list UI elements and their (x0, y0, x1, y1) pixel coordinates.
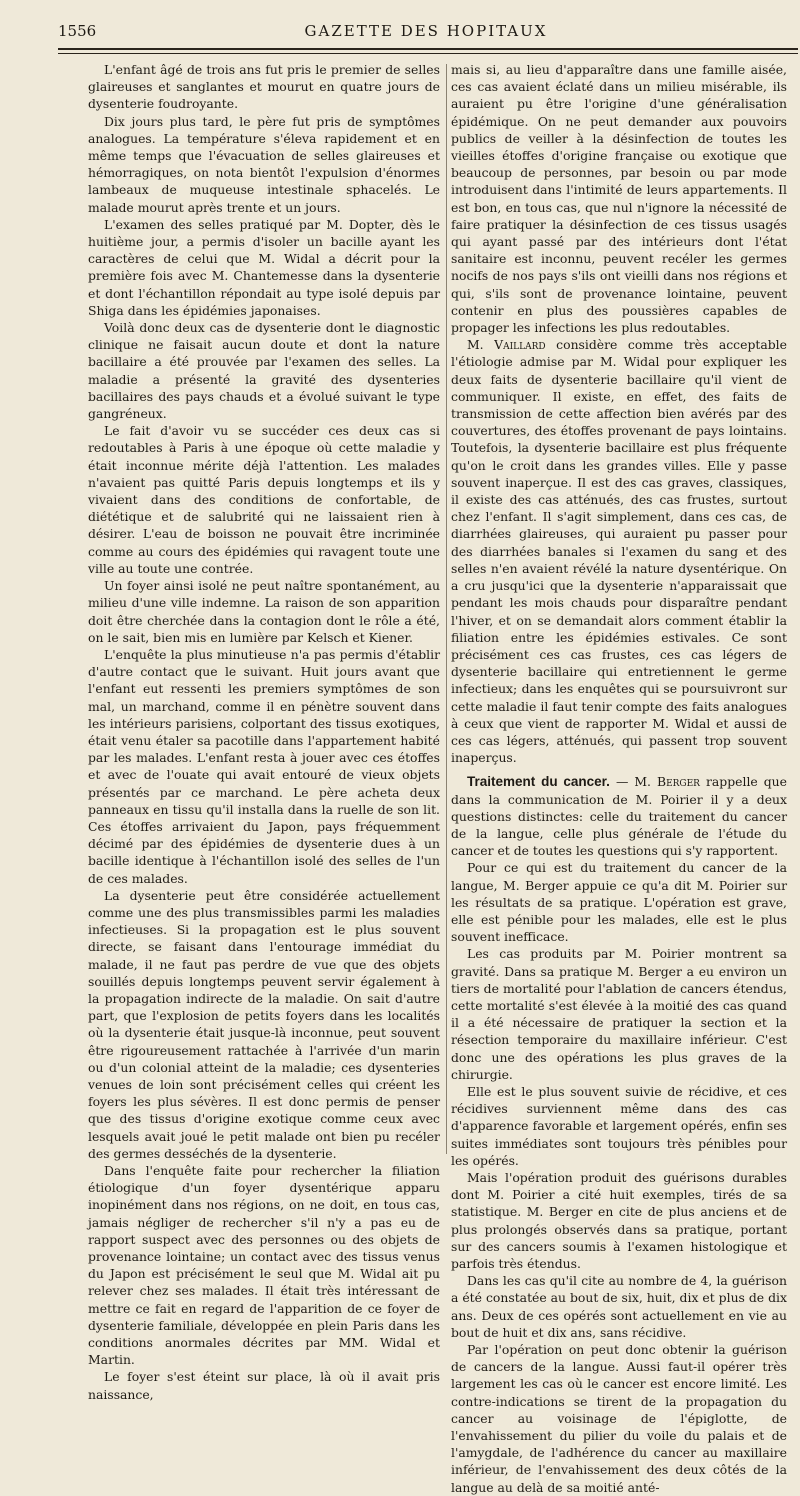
paragraph: mais si, au lieu d'apparaître dans une famille aisée, ces cas avaient éclaté dans un milieu misérable, ils auraient pu être l'origine d'une généralisation épidémique. On ne peut demander aux pouvoirs publics de veiller à la désinfection de toutes les vieilles étoffes d'origine française ou exotique que beaucoup de personnes, par besoin ou par mode introduisent dans l'intimité de leurs appartements. Il est bon, en tous cas, que nul n'ignore la nécessité de faire pratiquer la désinfection de ces tissus usagés qui ayant passé par des intérieurs dont l'état sanitaire est inconnu, peuvent recéler les germes nocifs de nos pays s'ils ont vieilli dans nos régions et qui, s'ils sont de provenance lointaine, peuvent contenir en plus des poussières capables de propager les infections les plus redoutables. (451, 62, 787, 336)
paragraph: La dysenterie peut être considérée actuellement comme une des plus transmissibles parmi les maladies infectieuses. Si la propagation est le plus souvent directe, se faisant dans l'entourage immédiat du malade, il ne faut pas perdre de vue que des objets souillés depuis longtemps peuvent servir également à la propagation indirecte de la maladie. On sait d'autre part, que l'explosion de petits foyers dans les localités où la dysenterie était jusque-là inconnue, peut souvent être rigoureusement rattachée à l'arrivée d'un marin ou d'un colonial atteint de la maladie; ces dysenteries venues de loin sont précisément celles qui créent les foyers les plus sévères. Il est donc permis de penser que des tissus d'origine exotique comme ceux avec lesquels avait joué le petit malade ont bien pu recéler des germes desséchés de la dysenterie. (88, 887, 440, 1161)
column-divider (446, 64, 447, 1154)
paragraph-text: considère comme très acceptable l'étiologie admise par M. Widal pour expliquer les deux faits de dysenterie bacillaire qu'il vient de communiquer. Il existe, en effet, des faits de transmission de cette affection bien avérés par des couvertures, des étoffes provenant de pays lointains. Toutefois, la dysenterie bacillaire est plus fréquente qu'on le croit dans les grandes villes. Elle y passe souvent inaperçue. Il est des cas graves, classiques, il existe des cas atténués, des cas frustes, surtout chez l'enfant. Il s'agit simplement, dans ces cas, de diarrhées glaireuses, qui auraient pu passer pour des diarrhées banales si l'examen du sang et des selles n'en avaient révélé la nature dysentérique. On a cru jusqu'ici que la dysenterie n'apparaissait que pendant les mois chauds pour disparaître pendant l'hiver, et on se demandait alors comment établir la filiation entre les épidémies estivales. Ce sont précisément ces cas frustes, ces cas légers de dysenterie bacillaire qui entretiennent le germe infectieux; dans les enquêtes qui se poursuivront sur cette maladie il faut tenir compte des faits analogues à ceux que vient de rapporter M. Widal et aussi de ces cas légers, atténués, qui passent trop souvent inaperçus. (451, 337, 787, 766)
paragraph: L'enfant âgé de trois ans fut pris le premier de selles glaireuses et sanglantes et mourut en quatre jours de dysenterie foudroyante. (88, 62, 440, 112)
paragraph: L'enquête la plus minutieuse n'a pas permis d'établir d'autre contact que le suivant. Huit jours avant que l'enfant eut ressenti les premiers symptômes de son mal, un marchand, comme il en pénètre souvent dans les intérieurs parisiens, colportant des tissus exotiques, était venu étaler sa pacotille dans l'appartement habité par les malades. L'enfant resta à jouer avec ces étoffes et avec de l'ouate qui avait entouré de vieux objets présentés par ce marchand. Le père acheta deux panneaux en tissu qu'il installa dans la ruelle de son lit. Ces étoffes arrivaient du Japon, pays fréquemment décimé par des épidémies de dysenterie dues à un bacille identique à l'échantillon isolé des selles de l'un de ces malades. (88, 646, 440, 886)
journal-title: GAZETTE DES HOPITAUX (304, 22, 548, 40)
section-spacer (451, 766, 787, 773)
section-dash: — M. (609, 774, 657, 790)
section-heading: Traitement du cancer. (467, 774, 610, 790)
paragraph: Elle est le plus souvent suivie de récidive, et ces récidives surviennent même dans des cas d'apparence favorable et largement opérés, enfin ses suites immédiates sont toujours très pénibles pour les opérés. (451, 1083, 787, 1168)
paragraph: L'examen des selles pratiqué par M. Dopter, dès le huitième jour, a permis d'isoler un bacille ayant les caractères de celui que M. Widal a décrit pour la première fois avec M. Chantemesse dans la dysenterie et dont l'échantillon répondait au type isolé depuis par Shiga dans les épidémies japonaises. (88, 216, 440, 318)
left-column (88, 61, 440, 1402)
paragraph: Voilà donc deux cas de dysenterie dont le diagnostic clinique ne faisait aucun doute et dont la nature bacillaire a été prouvée par l'examen des selles. La maladie a présenté la gravité des dysenteries bacillaires des pays chauds et a évolué suivant le type gangréneux. (88, 320, 440, 422)
paragraph: Dans les cas qu'il cite au nombre de 4, la guérison a été constatée au bout de six, huit, dix et plus de dix ans. Deux de ces opérés sont actuellement en vie au bout de huit et dix ans, sans récidive. (451, 1273, 787, 1340)
right-column (451, 61, 787, 1495)
paragraph-text: rappelle que dans la communication de M. Poirier il y a deux questions distinctes: celle du traitement du cancer de la langue, celle plus générale de l'étude du cancer et de toutes les questions qui s'y rapportent. (451, 774, 787, 859)
header-rule-thick (58, 48, 798, 50)
paragraph: Le foyer s'est éteint sur place, là où il avait pris naissance, (88, 1369, 440, 1402)
paragraph: Pour ce qui est du traitement du cancer de la langue, M. Berger appuie ce qu'a dit M. Poirier sur les résultats de sa pratique. L'opération est grave, elle est pénible pour les malades, elle est le plus souvent inefficace. (451, 860, 787, 945)
paragraph: Les cas produits par M. Poirier montrent sa gravité. Dans sa pratique M. Berger a eu environ un tiers de mortalité pour l'ablation de cancers étendus, cette mortalité s'est élevée à la moitié des cas quand il a été nécessaire de pratiquer la section et la résection temporaire du maxillaire inférieur. C'est donc une des opérations les plus graves de la chirurgie. (451, 946, 787, 1082)
page-header (58, 22, 794, 48)
paragraph: Le fait d'avoir vu se succéder ces deux cas si redoutables à Paris à une époque où cette maladie y était inconnue mérite déjà l'attention. Les malades n'avaient pas quitté Paris depuis longtemps et ils y vivaient dans des conditions de confortable, de diététique et de salubrité qui ne laissaient rien à désirer. L'eau de boisson ne pouvait être incriminée comme au cours des épidémies qui ravagent toute une ville au toute une contrée. (88, 423, 440, 576)
page-number: 1556 (58, 22, 97, 40)
section-paragraph (451, 773, 787, 859)
speaker-name: Berger (656, 774, 700, 790)
paragraph: Mais l'opération produit des guérisons durables dont M. Poirier a cité huit exemples, tirés de sa statistique. M. Berger en cite de plus anciens et de plus prolongés observés dans sa pratique, portant sur des cancers soumis à l'examen histologique et parfois très étendus. (451, 1170, 787, 1272)
speaker-name: Vaillard (494, 337, 546, 353)
paragraph: Dix jours plus tard, le père fut pris de symptômes analogues. La température s'éleva rapidement et en même temps que l'évacuation de selles glaireuses et hémorragiques, on nota bientôt l'expulsion d'énormes lambeaux de muqueuse intestinale sphacelés. Le malade mourut après trente et un jours. (88, 113, 440, 215)
paragraph: Dans l'enquête faite pour rechercher la filiation étiologique d'un foyer dysentérique apparu inopinément dans nos régions, on ne doit, en tous cas, jamais négliger de rechercher s'il n'y a pas eu de rapport suspect avec des personnes ou des objets de provenance lointaine; un contact avec des tissus venus du Japon est précisément le seul que M. Widal ait pu relever chez ses malades. Il était très intéressant de mettre ce fait en regard de l'apparition de ce foyer de dysenterie familiale, développée en plein Paris dans les conditions anormales décrites par MM. Widal et Martin. (88, 1163, 440, 1368)
speaker-prefix: M. (467, 337, 495, 353)
paragraph-vaillard (451, 336, 787, 766)
paragraph: Par l'opération on peut donc obtenir la guérison de cancers de la langue. Aussi faut-il opérer très largement les cas où le cancer est encore limité. Les contre-indications se tirent de la propagation du cancer au voisinage de l'épiglotte, de l'envahissement du pilier du voile du palais et de l'amygdale, de l'adhérence du cancer au maxillaire inférieur, de l'envahissement des deux côtés de la langue au delà de sa moitié anté- (451, 1342, 787, 1495)
header-rule-thin (58, 53, 798, 54)
paragraph: Un foyer ainsi isolé ne peut naître spontanément, au milieu d'une ville indemne. La raison de son apparition doit être cherchée dans la contagion dont le rôle a été, on le sait, bien mis en lumière par Kelsch et Kiener. (88, 578, 440, 645)
